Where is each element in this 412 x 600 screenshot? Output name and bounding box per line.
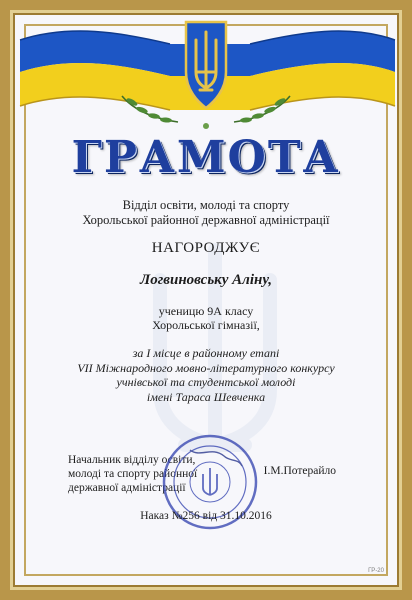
flag-banner	[10, 10, 402, 140]
coat-of-arms-icon	[186, 22, 226, 108]
signer-name: І.М.Потерайло	[263, 465, 336, 477]
signer-title-line-3: державної адміністрації	[68, 482, 186, 494]
signer-title-line-2: молоді та спорту районної	[68, 468, 198, 480]
signer-title-line-1: Начальник відділу освіти,	[68, 454, 196, 466]
issuer-line-1: Відділ освіти, молоді та спорту	[122, 198, 290, 212]
issuer-block	[10, 198, 402, 228]
form-code: ГР-20	[368, 568, 384, 574]
recipient-name: Логвиновську Аліну,	[139, 272, 273, 288]
recipient-role-line-2: Хорольської гімназії,	[152, 318, 260, 332]
reason-line-2: VII Міжнародного мовно-літературного конкурсу	[77, 360, 335, 375]
reason-line-3: учнівської та студентської молоді	[116, 375, 296, 389]
certificate-title: ГРАМОТА	[71, 132, 341, 183]
order-reference: Наказ №256 від 31.10.2016	[140, 510, 272, 522]
reason-line-4: імені Тараса Шевченка	[146, 389, 266, 404]
issuer-line-2: Хорольської районної державної адміністрації	[82, 213, 330, 227]
award-reason	[10, 346, 402, 404]
recipient-role-line-1: ученицю 9А класу	[158, 304, 254, 318]
award-verb: НАГОРОДЖУЄ	[151, 240, 261, 256]
recipient-role	[10, 304, 402, 332]
reason-line-1: за І місце в районному етапі	[132, 346, 280, 360]
